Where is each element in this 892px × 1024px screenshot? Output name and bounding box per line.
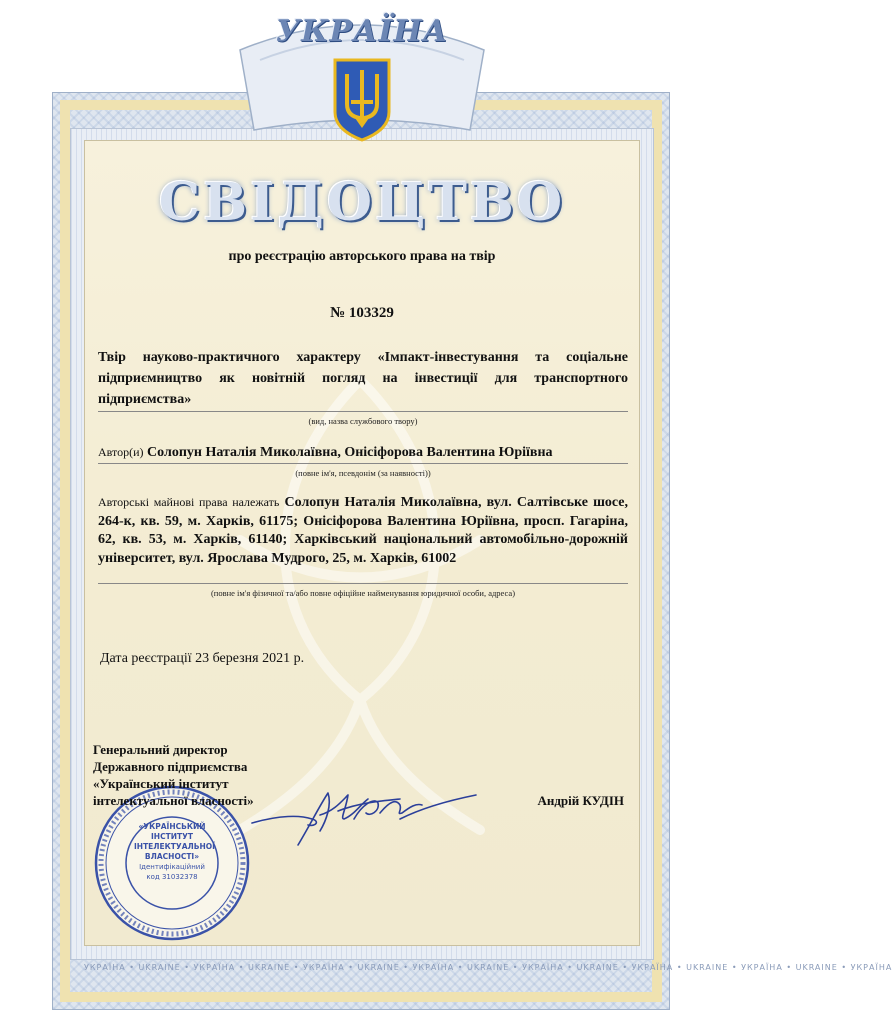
registration-date: Дата реєстрації 23 березня 2021 р. [100, 651, 305, 666]
country-name: УКРАЇНА [275, 14, 449, 49]
seal-inner-text: «УКРАЇНСЬКИЙ ІНСТИТУТ ІНТЕЛЕКТУАЛЬНОЇ ВЛАСНОСТІ» Ідентифікаційний код 31032378 [134, 822, 215, 881]
border-text-strip: УКРАЇНА • UKRAINE • УКРАЇНА • UKRAINE • УКРАЇНА • UKRAINE • УКРАЇНА • UKRAINE • УКРАЇНА • UKRAINE • УКРАЇНА • UKRAINE • УКРАЇНА • UKRAINE • УКРАЇНА [84, 963, 892, 972]
rights-underline [98, 583, 628, 584]
certificate-number: № 103329 [330, 305, 394, 321]
certificate-title: СВІДОЦТВО [158, 172, 566, 233]
author-row [98, 445, 628, 461]
work-description: Твір науково-практичного характеру «Імпакт-інвестування та соціальне підприємництво як новітній погляд на інвестиції для транспортного підприємства» [98, 350, 628, 407]
rights-holders: Солопун Наталія Миколаївна, вул. Салтівське шосе, 264-к, кв. 59, м. Харків, 61175; Онісіфорова Валентина Юріївна, просп. Гагаріна, 62, кв. 53, м. Харків, 61140; Харківський національний автомобільно-дорожній університет, вул. Ярослава Мудрого, 25, м. Харків, 61002 [98, 495, 629, 566]
rights-paragraph [98, 493, 628, 568]
signatory-position: Генеральний директор Державного підприємства «Український інститут інтелектуальної власності» [93, 742, 254, 808]
work-underline [98, 411, 628, 412]
author-hint: (повне ім'я, псевдонім (за наявності)) [295, 468, 431, 478]
rights-label: Авторські майнові права належать [98, 495, 280, 509]
trident-coat-of-arms-icon [331, 56, 393, 142]
author-underline [98, 463, 628, 464]
author-names: Солопун Наталія Миколаївна, Онісіфорова Валентина Юріївна [147, 445, 553, 460]
handwritten-signature [250, 775, 480, 850]
certificate-subtitle: про реєстрацію авторського права на твір [228, 249, 496, 264]
author-label: Автор(и) [98, 445, 144, 459]
work-hint: (вид, назва службового твору) [308, 416, 418, 426]
rights-hint: (повне ім'я фізичної та/або повне офіційне найменування юридичної особи, адреса) [210, 588, 516, 598]
signatory-name: Андрій КУДІН [537, 793, 624, 808]
